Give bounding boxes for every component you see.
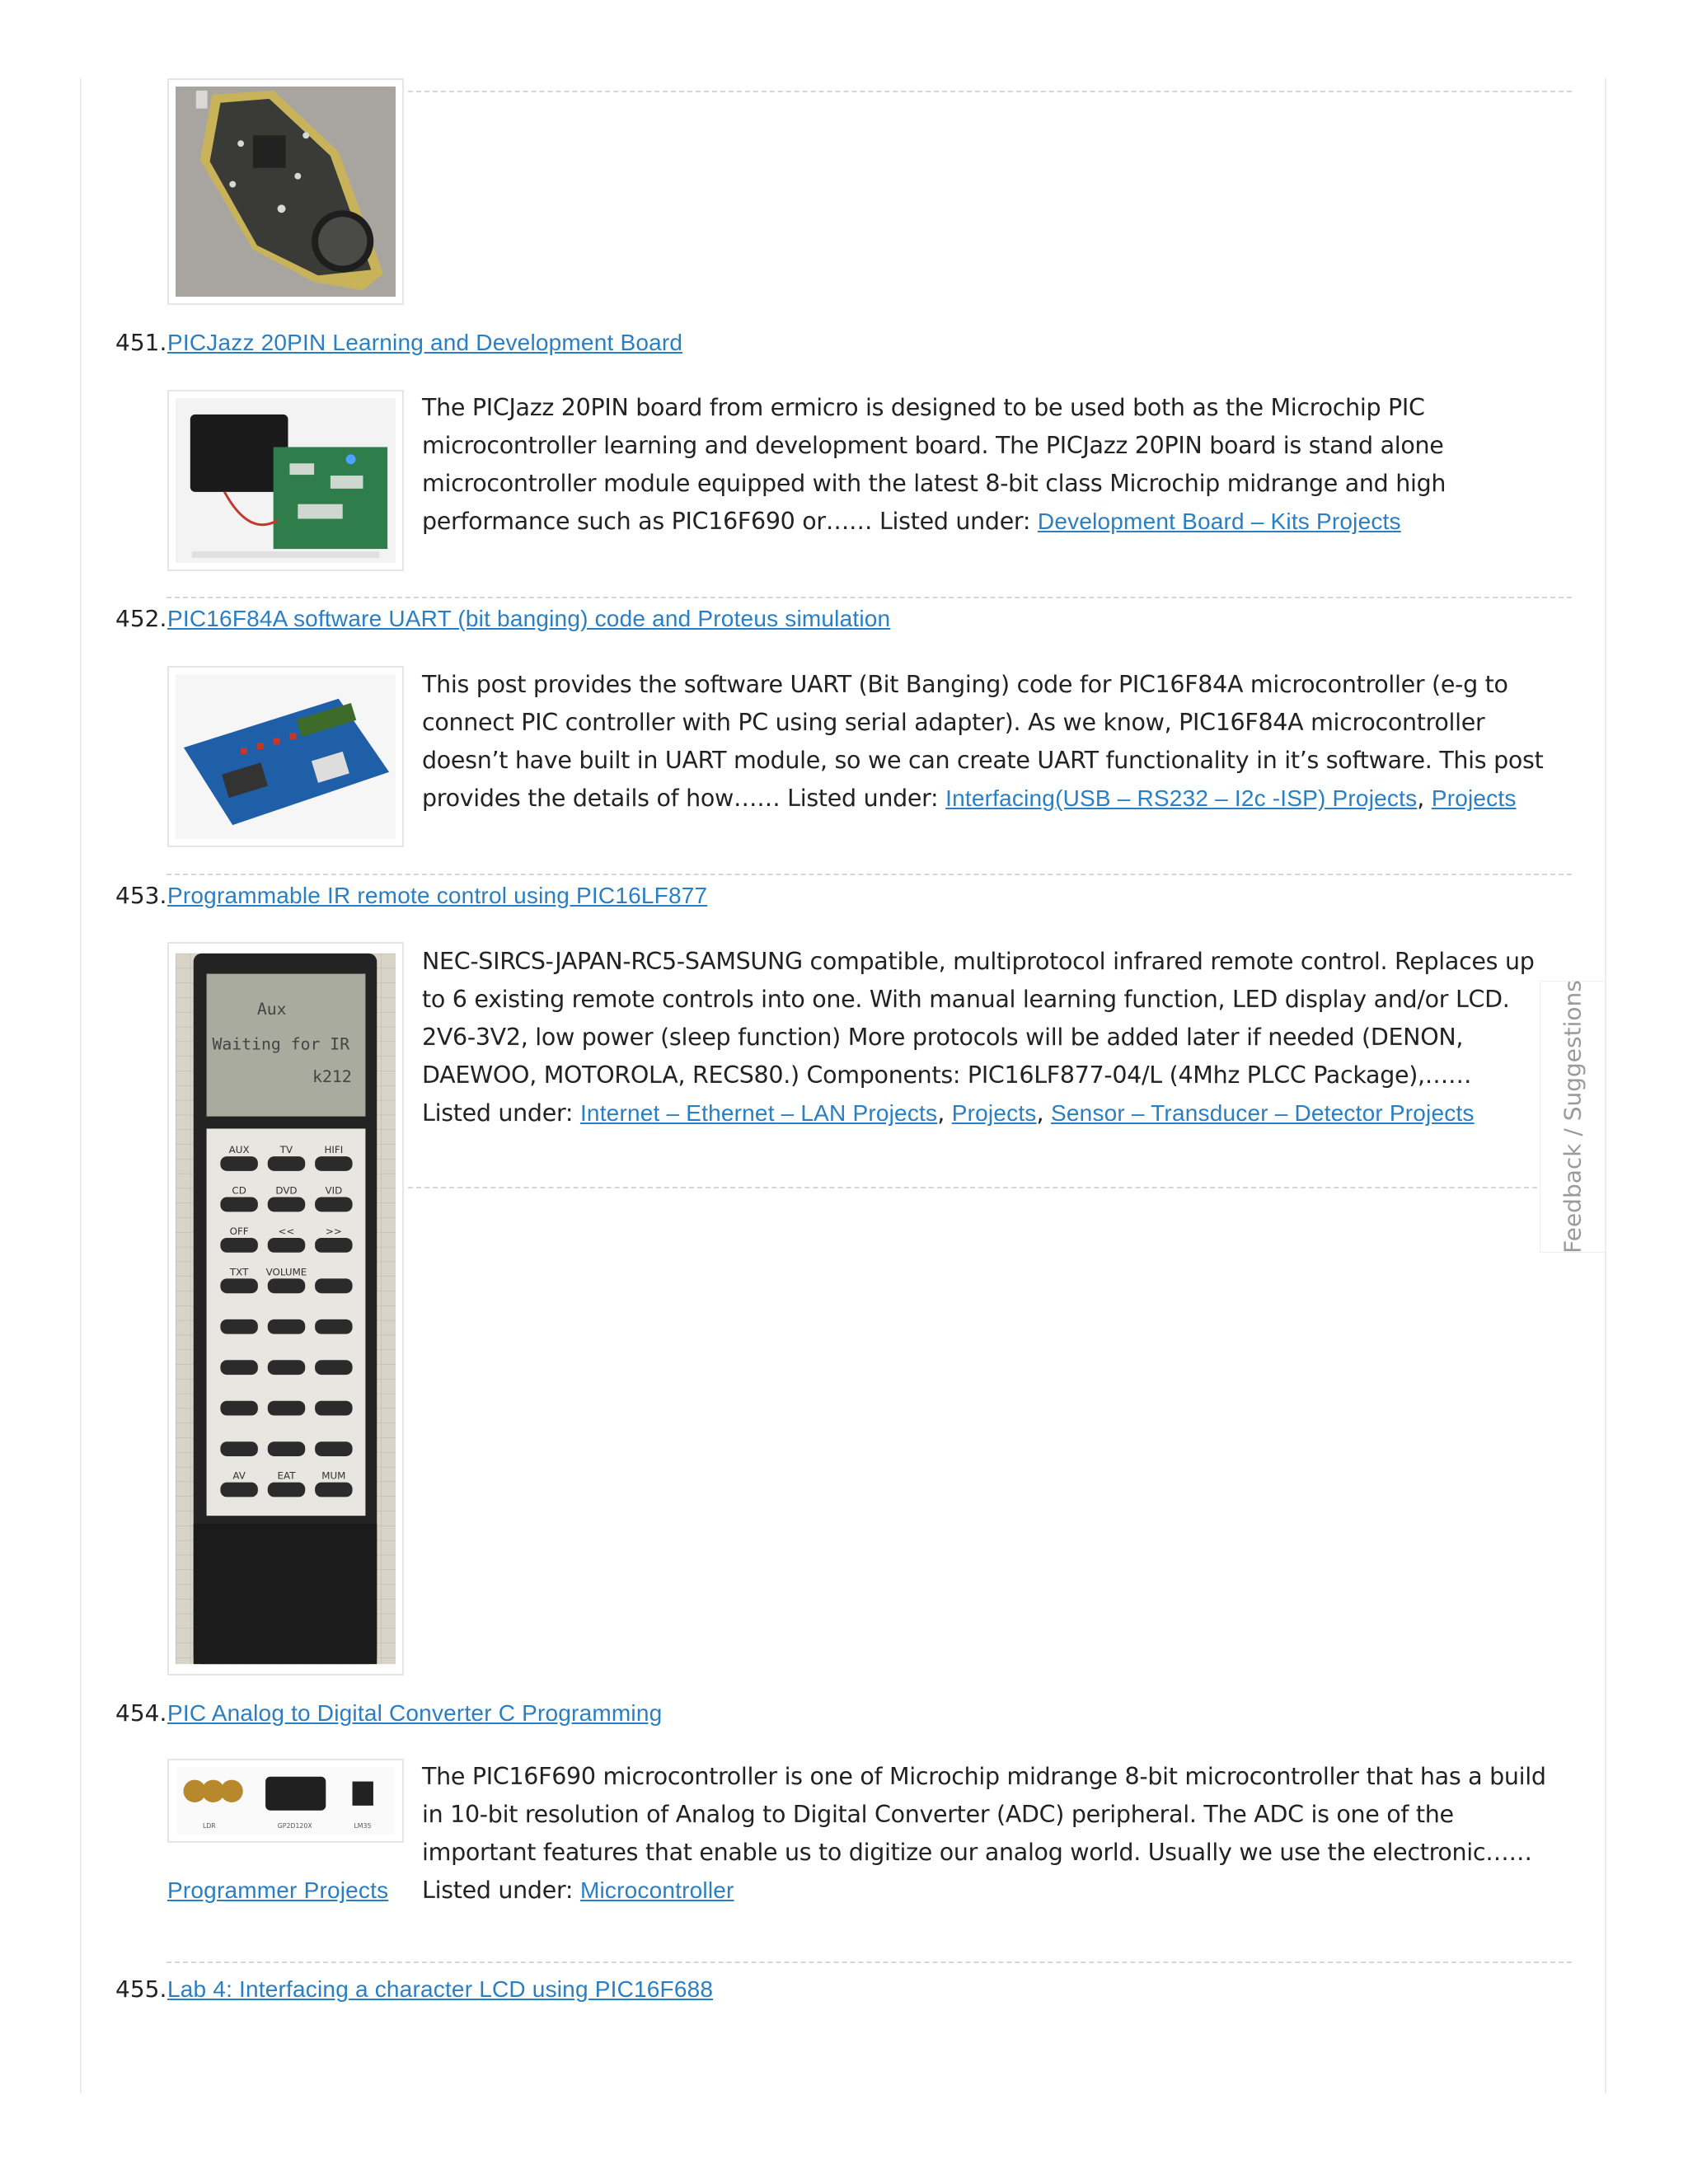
remote-key-label: VID [325, 1184, 343, 1197]
remote-key-label: CD [232, 1184, 246, 1197]
lcd-line-1: Aux [256, 1000, 287, 1019]
lcd-line-3: k212 [312, 1067, 352, 1087]
item-number: 455. [115, 1975, 167, 2003]
category-link-part-1[interactable]: Microcontroller [579, 1877, 734, 1903]
remote-key [315, 1319, 352, 1334]
separator [166, 874, 1572, 875]
remote-key [220, 1360, 257, 1375]
remote-key [220, 1441, 257, 1456]
remote-key [315, 1238, 352, 1253]
item-453-thumbnail[interactable] [167, 942, 404, 1675]
item-454-category-continuation [167, 1872, 388, 1910]
sensor-label-ldr: LDR [202, 1822, 216, 1830]
description-text: This post provides the software UART (Bit Banging) code for PIC16F84A microcontroller (e-g to connect PIC controller with PC using serial adapter). As we know, PIC16F84A microcontroller doesn’t have built in UART module, so we can create UART functionality in it’s software. This post provides the details of how…… Listed under: [422, 671, 1544, 812]
remote-key [268, 1401, 305, 1416]
category-link-part-2[interactable]: Programmer Projects [167, 1877, 389, 1903]
remote-key [268, 1441, 305, 1456]
remote-key-label: TXT [229, 1266, 249, 1278]
remote-key [220, 1238, 257, 1253]
lcd-line-2: Waiting for IR [212, 1034, 350, 1054]
description-text: The PICJazz 20PIN board from ermicro is designed to be used both as the Microchip PIC microcontroller learning and development board. The PICJazz 20PIN board is stand alone microcontroller module equipped with the latest 8-bit class Microchip midrange and high performance such as PIC16F690 or…… Listed under: [422, 394, 1447, 535]
remote-key [315, 1360, 352, 1375]
remote-key-label: AUX [228, 1144, 250, 1156]
item-454-thumbnail[interactable] [167, 1759, 404, 1843]
item-number: 453. [115, 882, 167, 909]
item-450-thumbnail[interactable] [167, 78, 404, 305]
description-text: NEC-SIRCS-JAPAN-RC5-SAMSUNG compatible, multiprotocol infrared remote control. Replaces up to 6 existing remote controls into one. With manual learning function, LED display and/or LCD. 2V6-3V2, low power (sleep function) More protocols will be added later if needed (DENON, DAEWOO, MOTOROLA, RECS80.) Components: PIC16LF877-04/L (4Mhz PLCC Package),…… Listed under: [422, 948, 1535, 1127]
remote-key [315, 1156, 352, 1171]
remote-key [315, 1197, 352, 1212]
sensor-label-gp2d120x: GP2D120X [277, 1822, 312, 1830]
item-454-title-link[interactable]: PIC Analog to Digital Converter C Programming [167, 1700, 663, 1726]
picjazz-board-image [176, 398, 396, 563]
sensors-image [176, 1767, 396, 1835]
feedback-label: Feedback / Suggestions [1559, 980, 1587, 1254]
category-link[interactable]: Development Board – Kits Projects [1037, 509, 1401, 534]
remote-key-label: VOLUME [265, 1266, 307, 1278]
item-number: 451. [115, 329, 167, 356]
remote-key [220, 1156, 257, 1171]
feedback-tab[interactable] [1540, 981, 1606, 1253]
remote-key [268, 1360, 305, 1375]
ir-remote-image [176, 950, 396, 1667]
item-453-description: NEC-SIRCS-JAPAN-RC5-SAMSUNG compatible, multiprotocol infrared remote control. Replaces up to 6 existing remote controls into one. With manual learning function, LED display and/or LCD. 2V6-3V2, low power (sleep function) More protocols will be added later if needed (DENON, DAEWOO, MOTOROLA, RECS80.) Components: PIC16LF877-04/L (4Mhz PLCC Package),…… Listed under: Internet – Ethernet – LAN Projects, Projects, Sensor – Transducer – Detector Projects [422, 948, 1535, 1127]
item-452-thumbnail[interactable] [167, 666, 404, 847]
remote-key-label: DVD [275, 1184, 298, 1197]
remote-key-label: EAT [277, 1469, 296, 1482]
remote-key [315, 1401, 352, 1416]
dev-board-image [176, 674, 396, 839]
item-451-thumbnail[interactable] [167, 390, 404, 571]
category-link[interactable]: Interfacing(USB – RS232 – I2c -ISP) Projects [945, 785, 1418, 811]
remote-key [268, 1483, 305, 1497]
remote-key-label: MUM [321, 1469, 346, 1482]
remote-key [268, 1156, 305, 1171]
remote-key [220, 1483, 257, 1497]
category-link[interactable]: Sensor – Transducer – Detector Projects [1051, 1100, 1475, 1126]
remote-key [268, 1238, 305, 1253]
remote-key [220, 1197, 257, 1212]
remote-key [220, 1319, 257, 1334]
item-452-title-link[interactable]: PIC16F84A software UART (bit banging) code and Proteus simulation [167, 606, 891, 631]
circuit-board-image [176, 87, 396, 297]
separator [166, 597, 1572, 598]
remote-key-label: TV [279, 1144, 293, 1156]
item-452-description: This post provides the software UART (Bit Banging) code for PIC16F84A microcontroller (e-g to connect PIC controller with PC using serial adapter). As we know, PIC16F84A microcontroller doesn’t have built in UART module, so we can create UART functionality in it’s software. This post provides the details of how…… Listed under: Interfacing(USB – RS232 – I2c -ISP) Projects, Projects [422, 671, 1544, 812]
page-frame-left [80, 78, 82, 2093]
item-number: 454. [115, 1699, 167, 1727]
remote-key [315, 1441, 352, 1456]
item-455-title-link[interactable]: Lab 4: Interfacing a character LCD using PIC16F688 [167, 1976, 714, 2002]
remote-key-label: OFF [229, 1226, 249, 1238]
item-451-title-link[interactable]: PICJazz 20PIN Learning and Development Board [167, 330, 683, 355]
remote-key [268, 1319, 305, 1334]
remote-key-label: AV [232, 1469, 246, 1482]
item-454-description [422, 1758, 1547, 1910]
item-453-title-link[interactable]: Programmable IR remote control using PIC16LF877 [167, 883, 708, 908]
sensor-label-lm35: LM35 [354, 1822, 372, 1830]
remote-key-label: << [278, 1226, 295, 1238]
remote-key [268, 1278, 305, 1293]
remote-key [268, 1197, 305, 1212]
category-link[interactable]: Projects [1431, 785, 1517, 811]
category-link[interactable]: Projects [951, 1100, 1037, 1126]
remote-key [315, 1278, 352, 1293]
remote-key-label: HIFI [324, 1144, 344, 1156]
remote-key [220, 1401, 257, 1416]
separator [166, 1961, 1572, 1963]
remote-key [315, 1483, 352, 1497]
separator [408, 91, 1572, 92]
remote-key-label: >> [325, 1226, 342, 1238]
remote-key [220, 1278, 257, 1293]
category-link[interactable]: Internet – Ethernet – LAN Projects [579, 1100, 938, 1126]
description-text: The PIC16F690 microcontroller is one of Microchip midrange 8-bit microcontroller that has a build in 10-bit resolution of Analog to Digital Converter (ADC) peripheral. The ADC is one of the important features that enable us to digitize our analog world. Usually we use the electronic…… Listed under: [422, 1763, 1546, 1904]
item-number: 452. [115, 605, 167, 632]
separator [408, 1187, 1537, 1188]
item-451-description [422, 389, 1547, 541]
